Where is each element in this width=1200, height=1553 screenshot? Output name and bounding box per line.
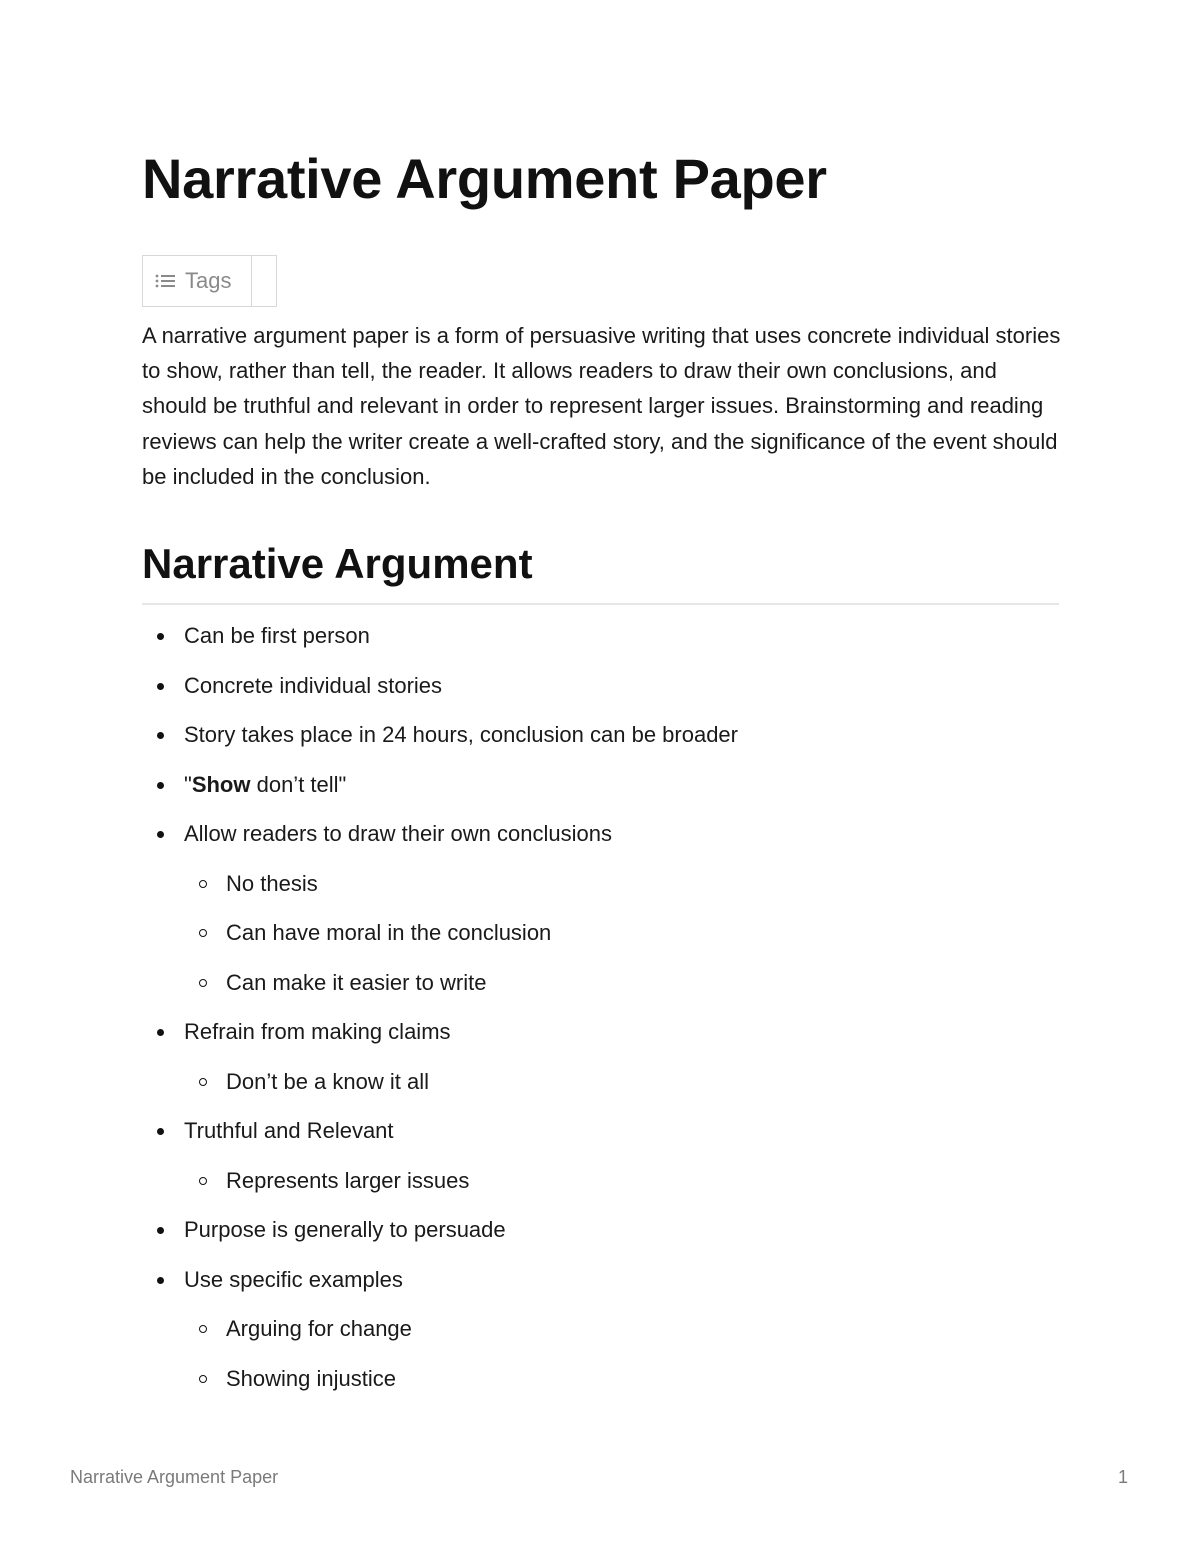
sub-list-item: Arguing for change (226, 1316, 412, 1341)
bullet-dot (157, 683, 164, 690)
sub-list-item: Represents larger issues (226, 1167, 470, 1193)
list-item (184, 771, 346, 799)
bullet-dot (157, 831, 164, 838)
list-item: Truthful and Relevant (184, 1118, 394, 1143)
bullet-dot (157, 1128, 164, 1135)
section-heading: Narrative Argument (142, 540, 533, 587)
bullet-dot (157, 1277, 164, 1284)
list-item: Refrain from making claims (184, 1019, 451, 1044)
bullet-ring (199, 979, 207, 987)
sub-list-item: Can have moral in the conclusion (226, 920, 552, 945)
page-title: Narrative Argument Paper (142, 147, 827, 210)
bullet-ring (199, 1375, 207, 1383)
list-icon (155, 273, 175, 289)
list-item: Can be first person (184, 623, 370, 648)
tags-property-label (143, 256, 252, 306)
bullet-dot (157, 732, 164, 739)
bullet-ring (199, 1177, 207, 1185)
list-item: Concrete individual stories (184, 672, 443, 698)
sub-list-item: No thesis (226, 870, 318, 896)
list-item-suffix: don’t tell" (250, 771, 347, 797)
bullet-dot (157, 633, 164, 640)
list-item: Allow readers to draw their own conclusions (184, 821, 612, 846)
sub-list-item: Don’t be a know it all (226, 1068, 429, 1094)
sub-list-item: Showing injustice (226, 1365, 396, 1391)
list-item-bold: Show (191, 771, 251, 797)
tags-value-cell[interactable] (252, 256, 276, 306)
bullet-ring (199, 929, 207, 937)
list-item: Story takes place in 24 hours, conclusion can be broader (184, 722, 738, 747)
list-item: Use specific examples (184, 1266, 403, 1292)
bullet-ring (199, 1078, 207, 1086)
bullet-ring (199, 1325, 207, 1333)
intro-paragraph: A narrative argument paper is a form of persuasive writing that uses concrete individual stories to show, rather than tell, the reader. It allows readers to draw their own conclusions, and should be truthful and relevant in order to represent larger issues. Brainstorming and reading reviews can help the writer create a well-crafted story, and the significance of the event should be included in the conclusion. (142, 323, 1061, 489)
bullet-ring (199, 880, 207, 888)
footer-title: Narrative Argument Paper (70, 1467, 279, 1487)
bullet-dot (157, 1029, 164, 1036)
sub-list-item: Can make it easier to write (226, 969, 487, 995)
list-item: Purpose is generally to persuade (184, 1217, 506, 1242)
tags-label: Tags (185, 268, 232, 293)
bullet-dot (157, 1227, 164, 1234)
bullet-dot (157, 782, 164, 789)
section-divider (142, 603, 1059, 605)
page-number: 1 (1118, 1467, 1129, 1487)
list-item-prefix: " (184, 771, 192, 797)
tags-property[interactable] (142, 255, 277, 307)
